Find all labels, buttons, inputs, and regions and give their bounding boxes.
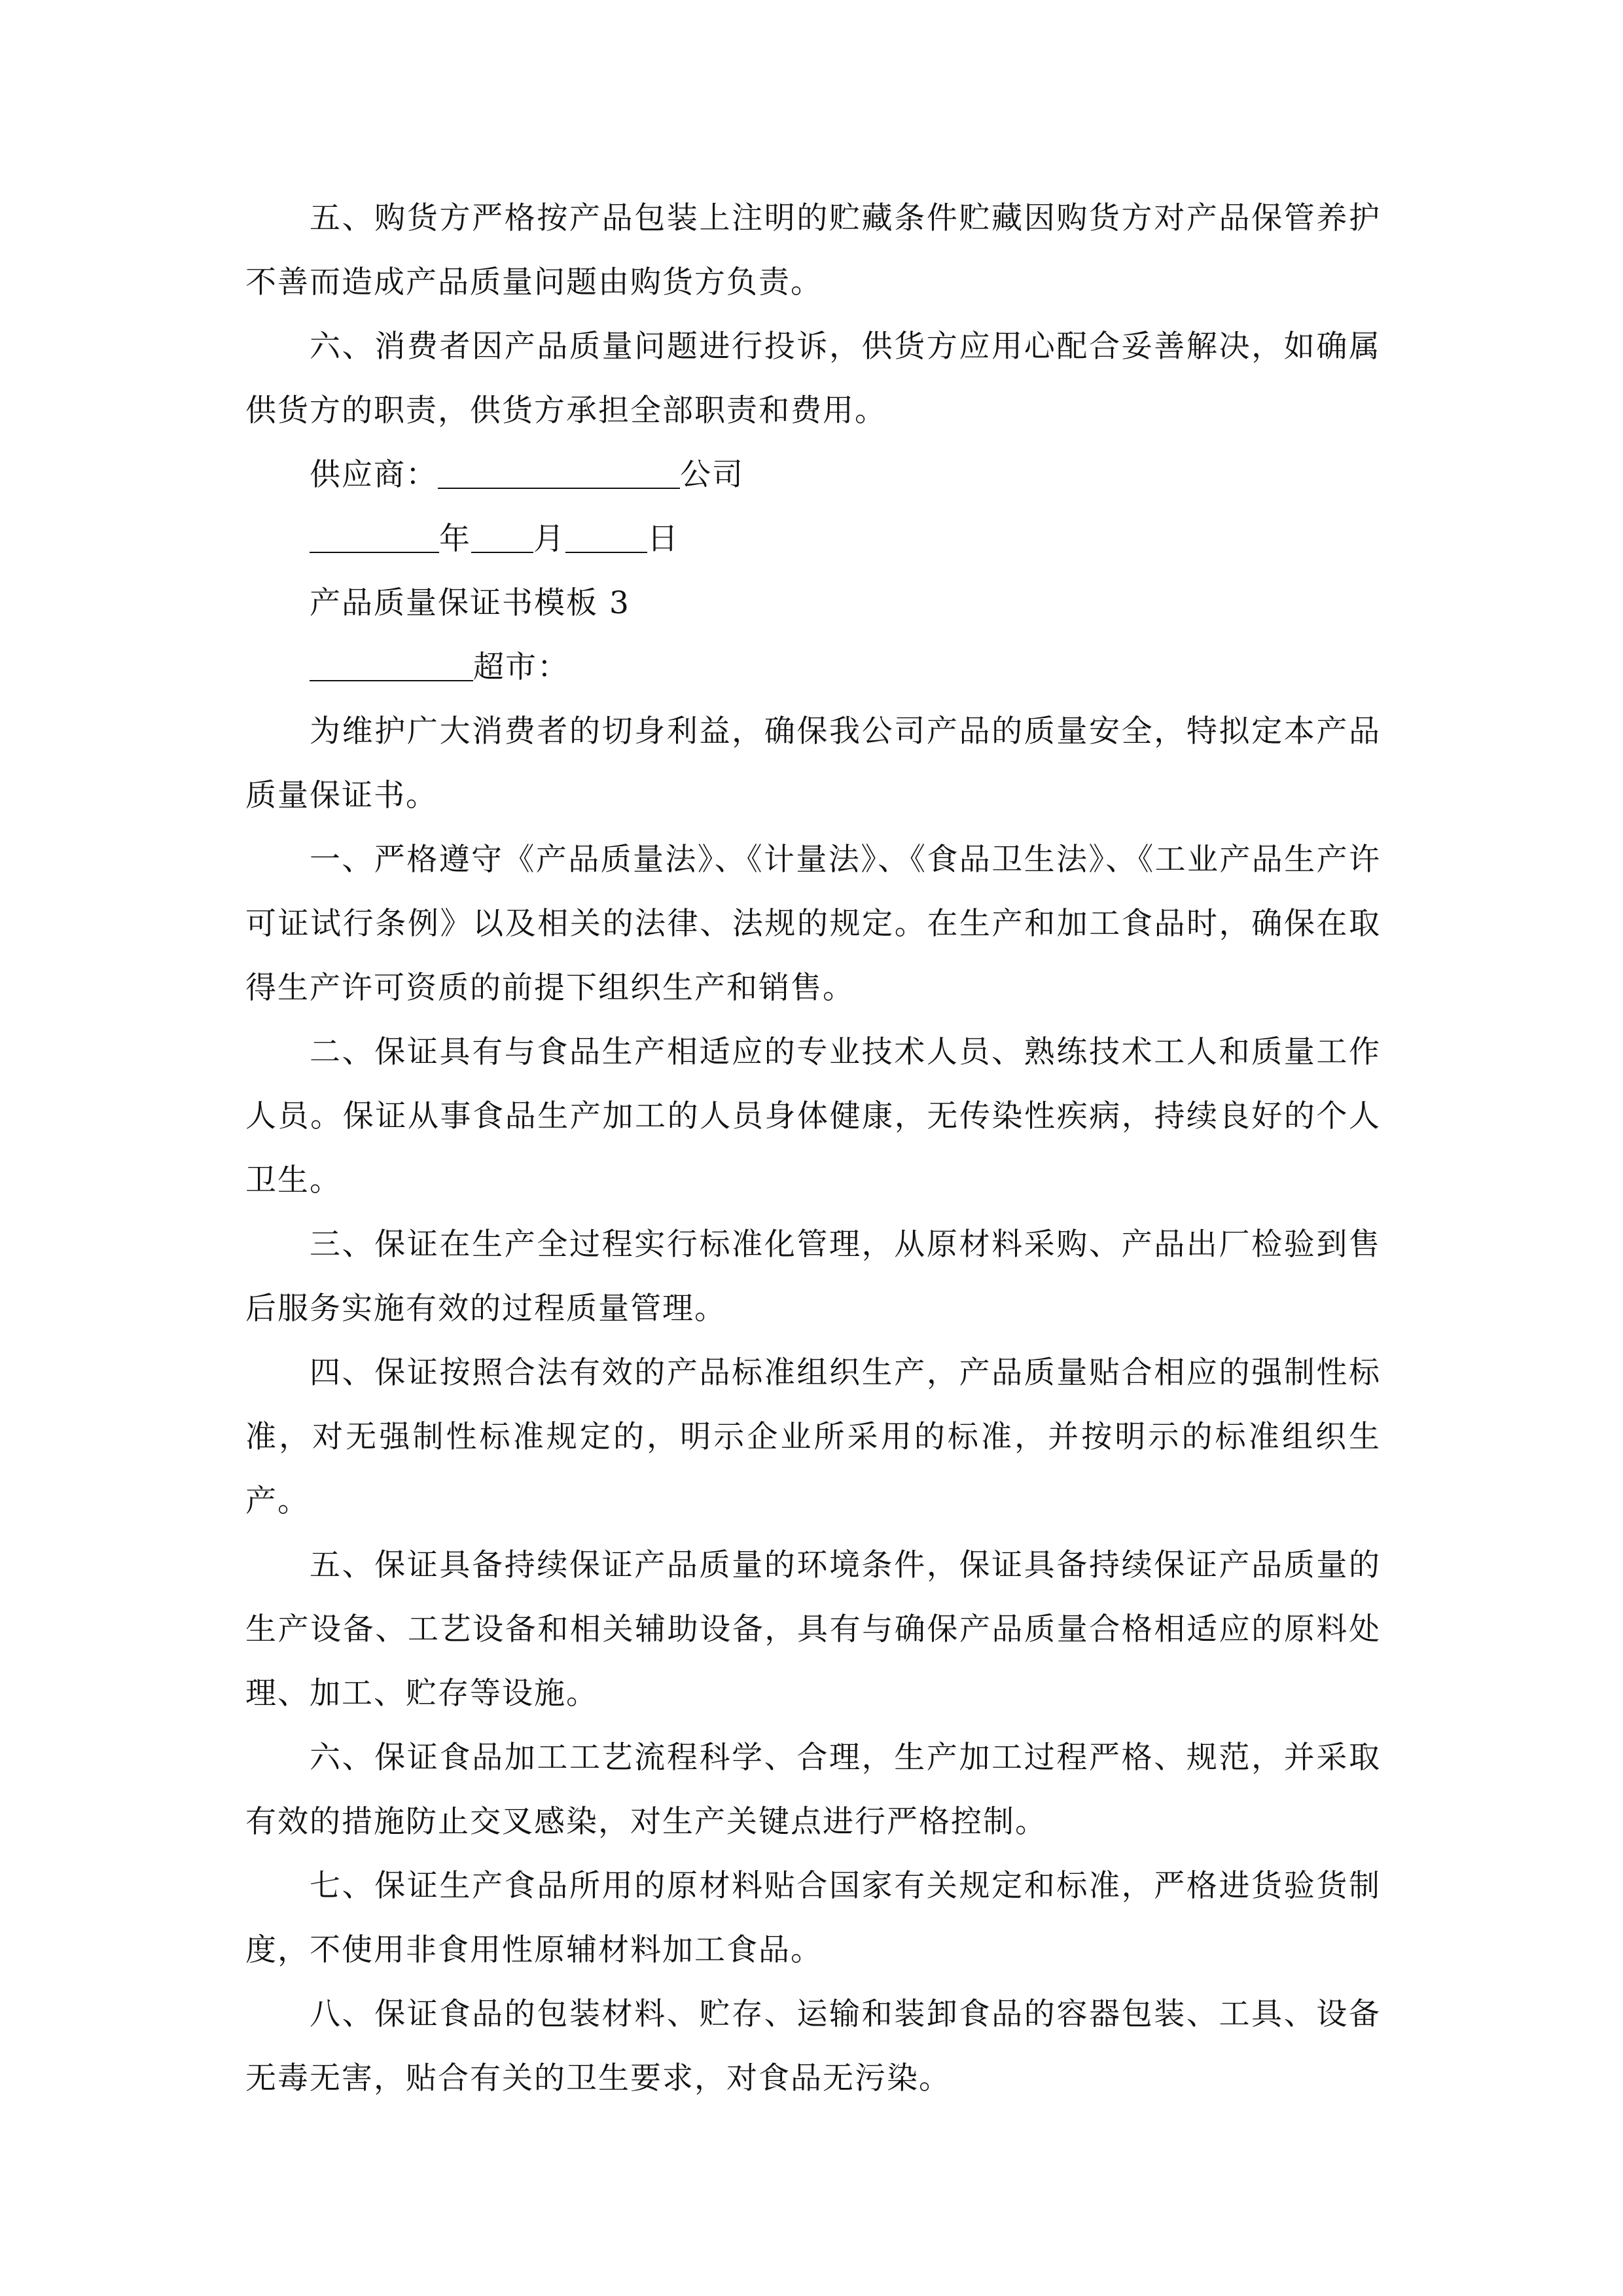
supplier-suffix: 公司: [680, 457, 744, 493]
supplier-name-blank: [438, 460, 680, 489]
paragraph-clause-6-complaints: 六、消费者因产品质量问题进行投诉，供货方应用心配合妥善解决，如确属供货方的职责，供货方承担全部职责和费用。: [245, 329, 1381, 429]
day-blank: [565, 524, 647, 553]
clause-1: 一、严格遵守《产品质量法》、《计量法》、《食品卫生法》、《工业产品生产许可证试行条例》以及相关的法律、法规的规定。在生产和加工食品时，确保在取得生产许可资质的前提下组织生产和销售。: [245, 842, 1381, 1006]
clause-5: 五、保证具备持续保证产品质量的环境条件，保证具备持续保证产品质量的生产设备、工艺设备和相关辅助设备，具有与确保产品质量合格相适应的原料处理、加工、贮存等设施。: [245, 1547, 1381, 1712]
supplier-label: 供应商：: [310, 457, 438, 493]
addressee-suffix: 超市：: [473, 649, 569, 685]
clause-8: 八、保证食品的包装材料、贮存、运输和装卸食品的容器包装、工具、设备无毒无害，贴合有关的卫生要求，对食品无污染。: [245, 1996, 1381, 2096]
clause-6: 六、保证食品加工工艺流程科学、合理，生产加工过程严格、规范，并采取有效的措施防止交叉感染，对生产关键点进行严格控制。: [245, 1740, 1381, 1840]
clause-2: 二、保证具有与食品生产相适应的专业技术人员、熟练技术工人和质量工作人员。保证从事食品生产加工的人员身体健康，无传染性疾病，持续良好的个人卫生。: [245, 1034, 1381, 1198]
month-blank: [471, 524, 533, 553]
document-page: [245, 187, 1381, 2111]
template-title: 产品质量保证书模板 3: [310, 585, 630, 621]
month-label: 月: [533, 521, 565, 557]
intro-paragraph: 为维护广大消费者的切身利益，确保我公司产品的质量安全，特拟定本产品质量保证书。: [245, 713, 1381, 814]
day-label: 日: [647, 521, 679, 557]
year-blank: [310, 524, 439, 553]
addressee-line: [245, 636, 1381, 700]
clause-4: 四、保证按照合法有效的产品标准组织生产，产品质量贴合相应的强制性标准，对无强制性标准规定的，明示企业所采用的标准，并按明示的标准组织生产。: [245, 1355, 1381, 1519]
supermarket-name-blank: [310, 653, 473, 681]
clause-7: 七、保证生产食品所用的原材料贴合国家有关规定和标准，严格进货验货制度，不使用非食用性原辅材料加工食品。: [245, 1868, 1381, 1968]
date-line: [245, 507, 1381, 571]
paragraph-clause-5-purchaser: 五、购货方严格按产品包装上注明的贮藏条件贮藏因购货方对产品保管养护不善而造成产品质量问题由购货方负责。: [245, 200, 1381, 300]
supplier-line: [245, 443, 1381, 507]
clause-3: 三、保证在生产全过程实行标准化管理，从原材料采购、产品出厂检验到售后服务实施有效的过程质量管理。: [245, 1227, 1381, 1327]
year-label: 年: [439, 521, 471, 557]
